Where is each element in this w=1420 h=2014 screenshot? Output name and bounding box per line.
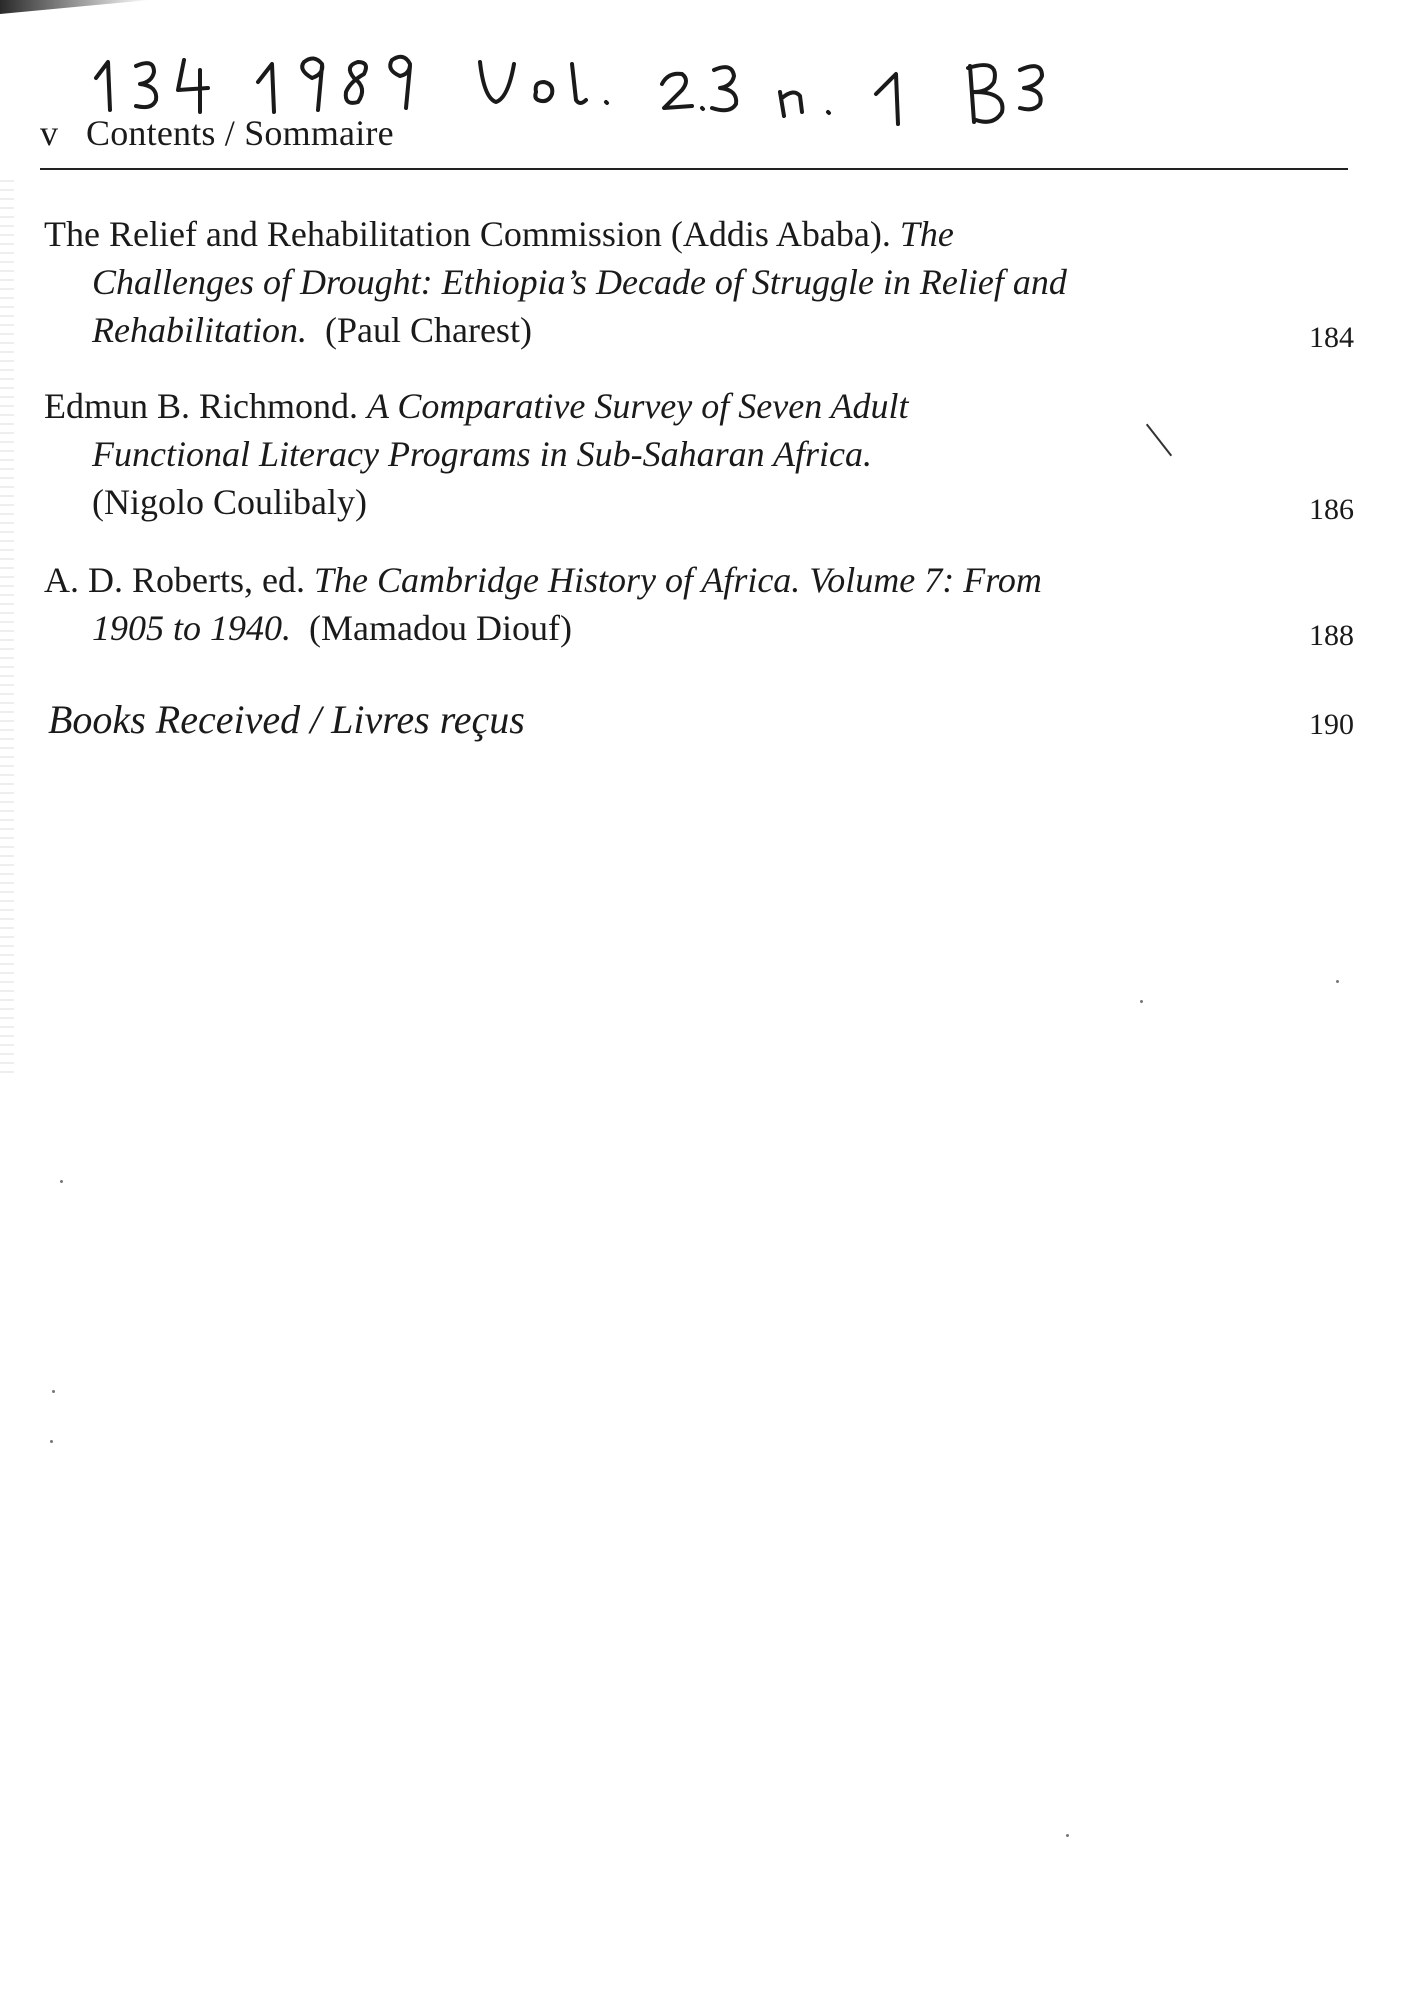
entry-reviewer: (Nigolo Coulibaly) xyxy=(92,482,367,522)
entry-page-number: 188 xyxy=(1309,619,1354,652)
page-title: Contents / Sommaire xyxy=(86,113,394,153)
entry-line xyxy=(44,556,1354,604)
contents-entry xyxy=(44,556,1354,652)
entry-title: The Cambridge History of Africa. Volume 7: From xyxy=(313,560,1042,600)
entry-title: 1905 to 1940. xyxy=(92,608,292,648)
header-rule xyxy=(40,168,1348,170)
entry-reviewer: (Mamadou Diouf) xyxy=(309,608,572,648)
entry-line xyxy=(44,210,1354,258)
entry-line xyxy=(44,258,1354,306)
entry-title: Challenges of Drought: Ethiopia’s Decade of Struggle in Relief and xyxy=(92,262,1067,302)
entry-line xyxy=(44,382,1354,430)
page-header xyxy=(40,112,394,154)
scan-speck xyxy=(60,1180,63,1183)
scan-speck xyxy=(50,1440,53,1443)
entry-title: A Comparative Survey of Seven Adult xyxy=(367,386,909,426)
scan-speck xyxy=(52,1390,55,1393)
entry-title: The xyxy=(899,214,954,254)
entry-author: Edmun B. Richmond. xyxy=(44,386,367,426)
books-received-page-number: 190 xyxy=(1309,708,1354,741)
entry-author: The Relief and Rehabilitation Commission (Addis Ababa). xyxy=(44,214,900,254)
entry-line xyxy=(44,478,1354,526)
books-received-label: Books Received / Livres reçus xyxy=(48,697,525,742)
entry-author: A. D. Roberts, ed. xyxy=(44,560,314,600)
scan-edge-speckle xyxy=(0,180,14,1080)
entry-title: Functional Literacy Programs in Sub-Saharan Africa. xyxy=(92,434,872,474)
entry-page-number: 184 xyxy=(1309,321,1354,354)
scan-shadow xyxy=(0,0,150,14)
contents-entry xyxy=(44,382,1354,526)
books-received-entry xyxy=(48,696,1354,743)
entry-line xyxy=(44,306,1354,354)
entry-page-number: 186 xyxy=(1309,493,1354,526)
entry-reviewer: (Paul Charest) xyxy=(324,310,532,350)
entry-title: Rehabilitation. xyxy=(92,310,307,350)
scan-speck xyxy=(1066,1834,1069,1837)
entry-line xyxy=(44,604,1354,652)
folio: v xyxy=(40,113,59,153)
contents-entry xyxy=(44,210,1354,354)
scan-speck xyxy=(1336,980,1339,983)
scan-speck xyxy=(1140,1000,1143,1003)
